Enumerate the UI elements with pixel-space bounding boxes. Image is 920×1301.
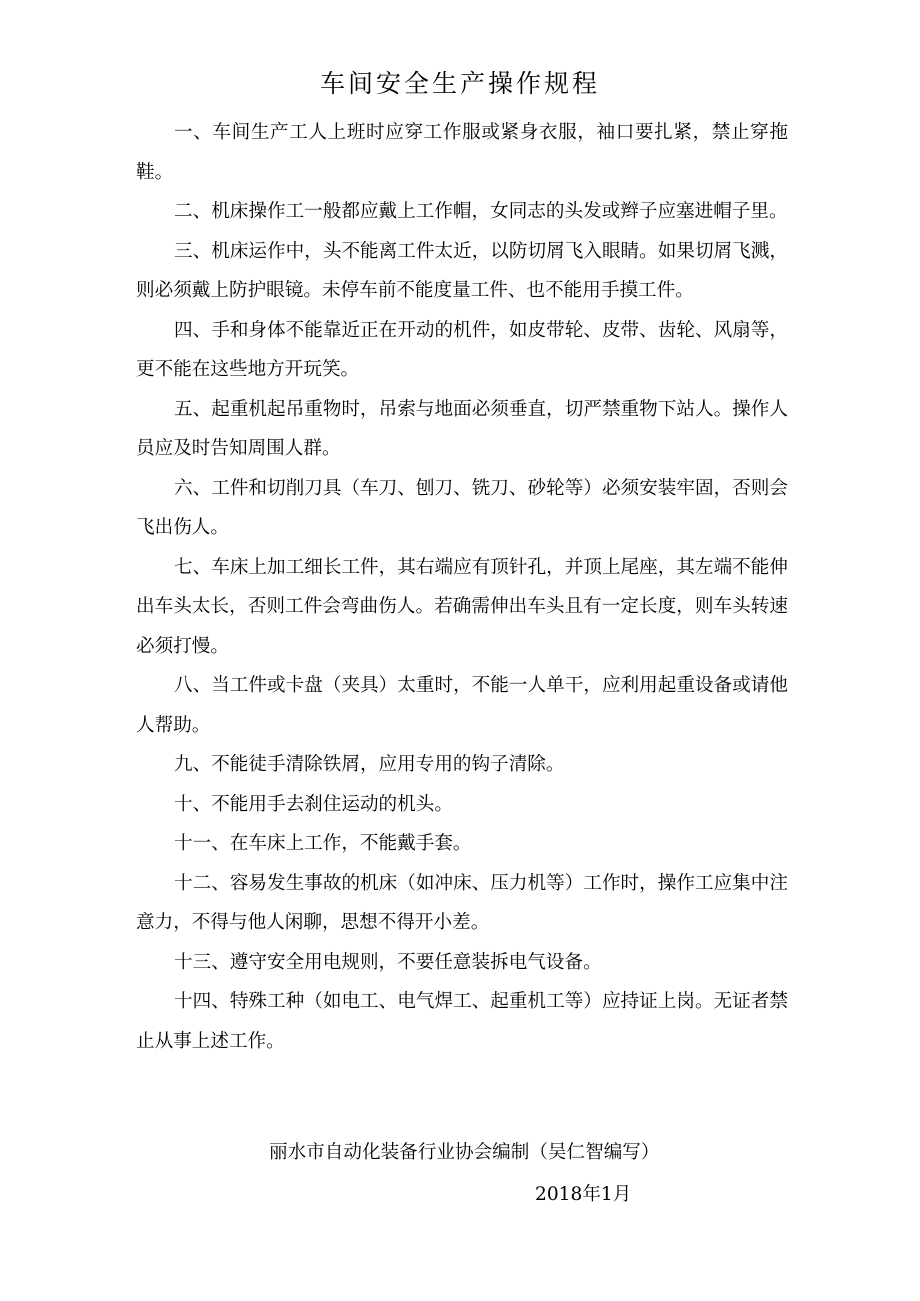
rule-item: 十四、特殊工种（如电工、电气焊工、起重机工等）应持证上岗。无证者禁止从事上述工作。 xyxy=(136,991,788,1052)
rule-item: 一、车间生产工人上班时应穿工作服或紧身衣服，袖口要扎紧，禁止穿拖鞋。 xyxy=(136,122,788,183)
rule-item: 十二、容易发生事故的机床（如冲床、压力机等）工作时，操作工应集中注意力，不得与他人闲聊，思想不得开小差。 xyxy=(136,872,788,933)
rule-item: 九、不能徒手清除铁屑，应用专用的钩子清除。 xyxy=(174,754,565,775)
author-line: 丽水市自动化装备行业协会编制（吴仁智编写） xyxy=(269,1142,660,1163)
rule-item: 七、车床上加工细长工件，其右端应有顶针孔，并顶上尾座，其左端不能伸出车头太长，否则工件会弯曲伤人。若确需伸出车头且有一定长度，则车头转速必须打慢。 xyxy=(136,556,788,657)
rule-item: 八、当工件或卡盘（夹具）太重时，不能一人单干，应利用起重设备或请他人帮助。 xyxy=(136,675,788,736)
rule-item: 六、工件和切削刀具（车刀、刨刀、铣刀、砂轮等）必须安装牢固，否则会飞出伤人。 xyxy=(136,477,788,538)
rule-item: 十、不能用手去刹住运动的机头。 xyxy=(174,793,453,815)
rule-item: 五、起重机起吊重物时，吊索与地面必须垂直，切严禁重物下站人。操作人员应及时告知周围人群。 xyxy=(136,398,788,459)
rule-item: 十三、遵守安全用电规则，不要任意装拆电气设备。 xyxy=(174,951,602,973)
document-date: 2018年1月 xyxy=(535,1184,632,1205)
rule-item: 二、机床操作工一般都应戴上工作帽，女同志的头发或辫子应塞进帽子里。 xyxy=(174,201,788,222)
rule-item: 十一、在车床上工作，不能戴手套。 xyxy=(174,833,472,854)
rules-list xyxy=(136,113,788,1061)
document-title: 车间安全生产操作规程 xyxy=(319,69,600,98)
rule-item: 四、手和身体不能靠近正在开动的机件，如皮带轮、皮带、齿轮、风扇等，更不能在这些地方开玩笑。 xyxy=(136,319,788,380)
rule-item: 三、机床运作中，头不能离工件太近，以防切屑飞入眼睛。如果切屑飞溅，则必须戴上防护眼镜。未停车前不能度量工件、也不能用手摸工件。 xyxy=(136,240,788,301)
